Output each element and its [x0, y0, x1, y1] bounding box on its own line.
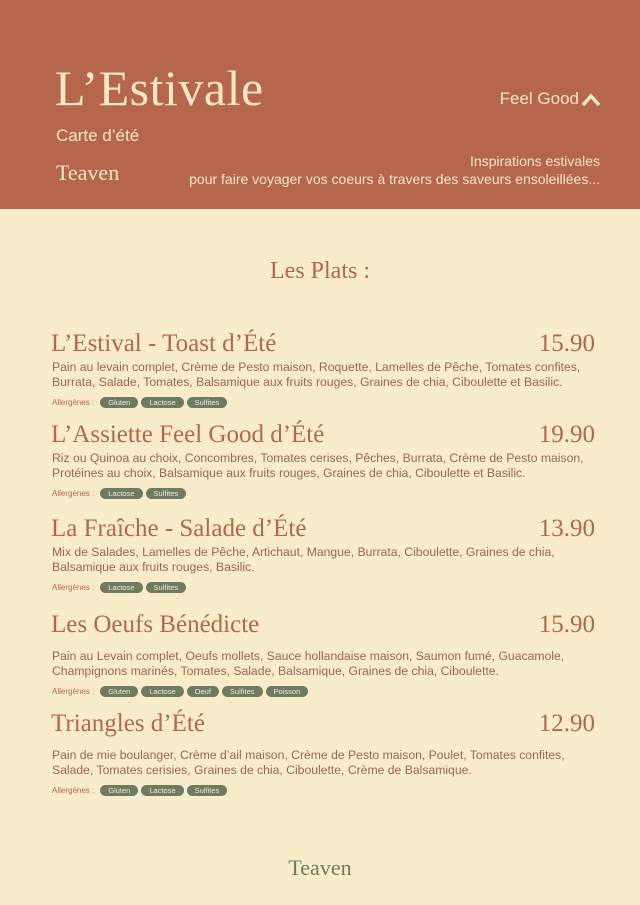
allergen-badge: Lactose: [141, 686, 183, 697]
dish-description: [51, 545, 601, 575]
dish-item: [51, 610, 601, 697]
dish-description: [51, 649, 601, 679]
tagline-line-1: Inspirations estivales: [470, 153, 600, 169]
allergens-label: Allergènes :: [52, 786, 95, 795]
allergens-row: [51, 582, 601, 593]
dish-description-line: Pain au levain complet, Crème de Pesto maison, Roquette, Lamelles de Pêche, Tomates confites,: [52, 360, 581, 374]
allergens-row: [51, 488, 601, 499]
dish-price: 15.90: [538, 330, 595, 357]
dish-name: Triangles d’Été: [51, 710, 205, 737]
allergen-badge: Sulfites: [146, 582, 187, 593]
dish-description-line: Riz ou Quinoa au choix, Concombres, Tomates cerises, Pêches, Burrata, Crème de Pesto maison,: [52, 451, 584, 465]
dish-name: La Fraîche - Salade d’Été: [51, 515, 307, 542]
dish-price: 13.90: [538, 515, 595, 542]
dish-description-line: Balsamique aux fruits rouges, Basilic.: [52, 560, 255, 574]
allergen-badge: Sulfites: [146, 488, 187, 499]
tagline: [189, 152, 600, 188]
dish-description-line: Pain au Levain complet, Oeufs mollets, Sauce hollandaise maison, Saumon fumé, Guacamole,: [52, 649, 565, 663]
dish-price: 19.90: [538, 421, 595, 448]
allergens-row: [51, 397, 601, 408]
dish-description-line: Champignons marinés, Tomates, Salade, Balsamique, Graines de chia, Ciboulette.: [52, 664, 499, 678]
chevron-up-icon: [582, 93, 600, 106]
brand-logo-top: Teaven: [56, 160, 120, 185]
dish-item: [51, 514, 601, 593]
tagline-line-2: pour faire voyager vos coeurs à travers des saveurs ensoleillées...: [189, 171, 600, 187]
dish-item: [51, 420, 601, 499]
dish-item: [51, 329, 601, 408]
allergen-badge: Lactose: [141, 785, 183, 796]
dish-name: L’Estival - Toast d’Été: [51, 330, 277, 357]
section-title: Les Plats :: [270, 258, 370, 284]
dish-description: [51, 451, 601, 481]
dish-description: [51, 748, 601, 778]
allergens-label: Allergènes :: [52, 687, 95, 696]
header-banner: [0, 0, 640, 209]
brand-logo-bottom: Teaven: [288, 855, 352, 880]
dish-description-line: Protéines au choix, Balsamique aux fruits rouges, Graines de chia, Ciboulette et Basilic.: [52, 466, 526, 480]
dish-description: [51, 360, 601, 390]
allergen-badge: Oeuf: [187, 686, 219, 697]
dish-price: 12.90: [538, 710, 595, 737]
feel-good-logo: [500, 89, 600, 109]
allergen-badge: Sulfites: [222, 686, 263, 697]
feel-good-label: Feel Good: [499, 89, 579, 108]
allergens-row: [51, 686, 601, 697]
allergens-label: Allergènes :: [52, 398, 95, 407]
dish-name: Les Oeufs Bénédicte: [51, 611, 260, 638]
allergens-label: Allergènes :: [52, 583, 95, 592]
allergen-badge: Sulfites: [187, 785, 228, 796]
dish-item: [51, 709, 601, 796]
allergen-badge: Sulfites: [187, 397, 228, 408]
dish-description-line: Burrata, Salade, Tomates, Balsamique aux fruits rouges, Graines de chia, Ciboulette et Basilic.: [52, 375, 563, 389]
menu-subtitle: Carte d’été: [56, 126, 140, 145]
allergens-label: Allergènes :: [52, 489, 95, 498]
allergen-badge: Gluten: [100, 686, 138, 697]
dish-price: 15.90: [538, 611, 595, 638]
dish-description-line: Salade, Tomates cerisies, Graines de chia, Ciboulette, Crème de Balsamique.: [52, 763, 472, 777]
allergens-row: [51, 785, 601, 796]
menu-title: L’Estivale: [55, 60, 264, 116]
allergen-badge: Lactose: [100, 582, 142, 593]
allergen-badge: Poisson: [266, 686, 309, 697]
allergen-badge: Gluten: [100, 397, 138, 408]
dish-description-line: Pain de mie boulanger, Crème d’ail maison, Crème de Pesto maison, Poulet, Tomates confites,: [52, 748, 565, 762]
allergen-badge: Lactose: [100, 488, 142, 499]
dish-description-line: Mix de Salades, Lamelles de Pêche, Artichaut, Mangue, Burrata, Ciboulette, Graines de chia,: [52, 545, 555, 559]
allergen-badge: Lactose: [141, 397, 183, 408]
allergen-badge: Gluten: [100, 785, 138, 796]
dish-name: L’Assiette Feel Good d’Été: [51, 421, 325, 448]
